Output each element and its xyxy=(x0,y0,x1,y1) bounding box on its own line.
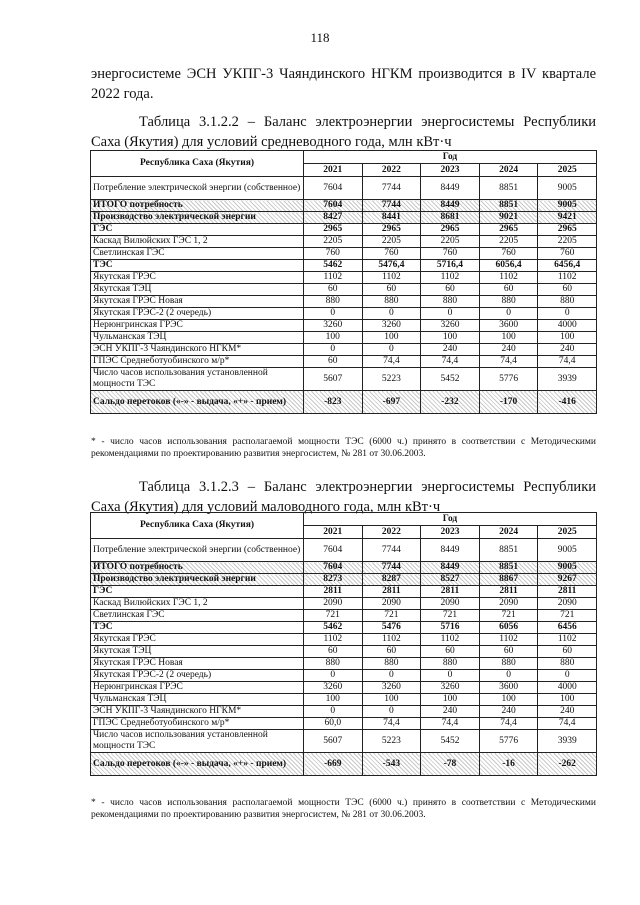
cell-value: 1102 xyxy=(421,272,480,284)
cell-value: 74,4 xyxy=(538,718,597,730)
cell-value: 60 xyxy=(304,356,363,368)
cell-value: -262 xyxy=(538,753,597,776)
table-row xyxy=(91,332,597,344)
cell-value: 2965 xyxy=(304,224,363,236)
row-label: Светлинская ГЭС xyxy=(91,248,304,260)
cell-value: 3260 xyxy=(362,320,421,332)
cell-value: 2811 xyxy=(304,586,363,598)
cell-value: 2205 xyxy=(538,236,597,248)
cell-value: 240 xyxy=(538,344,597,356)
cell-value: 0 xyxy=(479,308,538,320)
cell-value: 74,4 xyxy=(479,718,538,730)
cell-value: 5452 xyxy=(421,368,480,391)
cell-value: 60,0 xyxy=(304,718,363,730)
cell-value: 7744 xyxy=(362,539,421,562)
cell-value: -823 xyxy=(304,391,363,414)
cell-value: 7604 xyxy=(304,562,363,574)
cell-value: -543 xyxy=(362,753,421,776)
cell-value: 880 xyxy=(538,658,597,670)
table-row xyxy=(91,177,597,200)
cell-value: 60 xyxy=(538,284,597,296)
cell-value: 2811 xyxy=(362,586,421,598)
cell-value: 9005 xyxy=(538,200,597,212)
cell-value: -416 xyxy=(538,391,597,414)
cell-value: 240 xyxy=(479,344,538,356)
cell-value: 5462 xyxy=(304,622,363,634)
cell-value: 2090 xyxy=(538,598,597,610)
cell-value: 3939 xyxy=(538,368,597,391)
row-label: ИТОГО потребность xyxy=(91,200,304,212)
table1-year-col: 2022 xyxy=(362,164,421,177)
table-row xyxy=(91,344,597,356)
table-row xyxy=(91,658,597,670)
table2-header-year: Год xyxy=(304,513,597,526)
cell-value: 100 xyxy=(362,694,421,706)
table-row xyxy=(91,634,597,646)
row-label: ГПЭС Среднеботуобинского м/р* xyxy=(91,718,304,730)
table-row xyxy=(91,562,597,574)
cell-value: 100 xyxy=(421,694,480,706)
cell-value: 8441 xyxy=(362,212,421,224)
table1-balance-medium-water xyxy=(90,150,597,414)
cell-value: 100 xyxy=(304,694,363,706)
table-row xyxy=(91,200,597,212)
cell-value: 0 xyxy=(538,308,597,320)
table-row xyxy=(91,682,597,694)
table-row xyxy=(91,260,597,272)
cell-value: 60 xyxy=(362,646,421,658)
cell-value: 1102 xyxy=(304,272,363,284)
cell-value: 3600 xyxy=(479,682,538,694)
cell-value: 74,4 xyxy=(421,718,480,730)
cell-value: 7604 xyxy=(304,539,363,562)
table2-caption: Таблица 3.1.2.3 – Баланс электроэнергии энергосистемы Республики Саха (Якутия) для условий маловодного года, млн кВт·ч xyxy=(91,479,596,515)
cell-value: 880 xyxy=(479,658,538,670)
cell-value: 6056,4 xyxy=(479,260,538,272)
cell-value: 0 xyxy=(304,308,363,320)
cell-value: 0 xyxy=(362,670,421,682)
cell-value: 100 xyxy=(304,332,363,344)
row-label: Якутская ГРЭС Новая xyxy=(91,296,304,308)
row-label: Якутская ГРЭС xyxy=(91,272,304,284)
table2-year-col: 2024 xyxy=(479,526,538,539)
cell-value: 7744 xyxy=(362,177,421,200)
row-label: Каскад Вилюйских ГЭС 1, 2 xyxy=(91,598,304,610)
row-label: Чульманская ТЭЦ xyxy=(91,332,304,344)
cell-value: 1102 xyxy=(479,634,538,646)
cell-value: -669 xyxy=(304,753,363,776)
cell-value: 2205 xyxy=(479,236,538,248)
cell-value: 880 xyxy=(479,296,538,308)
cell-value: 760 xyxy=(479,248,538,260)
table-row xyxy=(91,670,597,682)
table1-header-region: Республика Саха (Якутия) xyxy=(91,151,304,177)
cell-value: 60 xyxy=(538,646,597,658)
cell-value: 721 xyxy=(304,610,363,622)
table1-year-col: 2024 xyxy=(479,164,538,177)
table-row xyxy=(91,224,597,236)
row-label: Якутская ТЭЦ xyxy=(91,284,304,296)
table2-year-col: 2023 xyxy=(421,526,480,539)
cell-value: 1102 xyxy=(362,272,421,284)
cell-value: 9267 xyxy=(538,574,597,586)
row-label: Производство электрической энергии xyxy=(91,574,304,586)
cell-value: 8851 xyxy=(479,562,538,574)
cell-value: 5607 xyxy=(304,730,363,753)
cell-value: 7744 xyxy=(362,200,421,212)
cell-value: 8867 xyxy=(479,574,538,586)
cell-value: 8449 xyxy=(421,562,480,574)
table-row xyxy=(91,248,597,260)
table2-year-col: 2022 xyxy=(362,526,421,539)
cell-value: 9005 xyxy=(538,562,597,574)
cell-value: 4000 xyxy=(538,682,597,694)
cell-value: 60 xyxy=(421,284,480,296)
cell-value: 880 xyxy=(362,658,421,670)
row-label: ИТОГО потребность xyxy=(91,562,304,574)
cell-value: -78 xyxy=(421,753,480,776)
cell-value: 2965 xyxy=(538,224,597,236)
cell-value: 1102 xyxy=(538,272,597,284)
row-label: Якутская ГРЭС-2 (2 очередь) xyxy=(91,670,304,682)
table-row xyxy=(91,272,597,284)
cell-value: 5716 xyxy=(421,622,480,634)
row-label: Якутская ТЭЦ xyxy=(91,646,304,658)
cell-value: 100 xyxy=(479,332,538,344)
table1-year-col: 2025 xyxy=(538,164,597,177)
cell-value: -232 xyxy=(421,391,480,414)
cell-value: 1102 xyxy=(304,634,363,646)
table-row xyxy=(91,368,597,391)
table2-year-col: 2025 xyxy=(538,526,597,539)
cell-value: 8273 xyxy=(304,574,363,586)
cell-value: 3260 xyxy=(362,682,421,694)
cell-value: 8527 xyxy=(421,574,480,586)
cell-value: 2205 xyxy=(362,236,421,248)
cell-value: 880 xyxy=(304,658,363,670)
cell-value: 9021 xyxy=(479,212,538,224)
row-label: Чульманская ТЭЦ xyxy=(91,694,304,706)
cell-value: 2811 xyxy=(421,586,480,598)
page-number: 118 xyxy=(310,30,330,45)
cell-value: 240 xyxy=(538,706,597,718)
table1-body xyxy=(91,177,597,414)
cell-value: 3939 xyxy=(538,730,597,753)
cell-value: 760 xyxy=(362,248,421,260)
table1-footnote: * - число часов использования располагаемой мощности ТЭС (6000 ч.) принято в соответствии с Методическими рекомендациями по проектированию развития энергосистем, № 281 от 30.06.2003. xyxy=(91,437,596,459)
table1-caption: Таблица 3.1.2.2 – Баланс электроэнергии энергосистемы Республики Саха (Якутия) для условий средневодного года, млн кВт·ч xyxy=(91,114,596,150)
row-label: Потребление электрической энергии (собственное) xyxy=(91,539,304,562)
row-label: ЭСН УКПГ-3 Чаяндинского НГКМ* xyxy=(91,706,304,718)
cell-value: 74,4 xyxy=(362,356,421,368)
cell-value: 5776 xyxy=(479,368,538,391)
cell-value: 0 xyxy=(304,706,363,718)
cell-value: 5776 xyxy=(479,730,538,753)
row-label: ГЭС xyxy=(91,224,304,236)
cell-value: 3260 xyxy=(421,682,480,694)
table-row xyxy=(91,284,597,296)
cell-value: 60 xyxy=(304,284,363,296)
row-label: ТЭС xyxy=(91,622,304,634)
cell-value: 5716,4 xyxy=(421,260,480,272)
cell-value: 5223 xyxy=(362,730,421,753)
cell-value: 5476,4 xyxy=(362,260,421,272)
table-row xyxy=(91,356,597,368)
cell-value: -16 xyxy=(479,753,538,776)
cell-value: 0 xyxy=(538,670,597,682)
cell-value: -697 xyxy=(362,391,421,414)
cell-value: 0 xyxy=(362,706,421,718)
cell-value: 721 xyxy=(421,610,480,622)
table2-header-region: Республика Саха (Якутия) xyxy=(91,513,304,539)
cell-value: 1102 xyxy=(362,634,421,646)
cell-value: 8427 xyxy=(304,212,363,224)
cell-value: 0 xyxy=(421,670,480,682)
row-label: ГЭС xyxy=(91,586,304,598)
cell-value: 8287 xyxy=(362,574,421,586)
cell-value: 5452 xyxy=(421,730,480,753)
cell-value: 2090 xyxy=(304,598,363,610)
cell-value: 8681 xyxy=(421,212,480,224)
cell-value: 60 xyxy=(362,284,421,296)
intro-paragraph: энергосистеме ЭСН УКПГ-3 Чаяндинского НГКМ производится в IV квартале 2022 года. xyxy=(91,66,596,102)
cell-value: 5223 xyxy=(362,368,421,391)
table-row xyxy=(91,539,597,562)
cell-value: 2965 xyxy=(362,224,421,236)
cell-value: 6456,4 xyxy=(538,260,597,272)
row-label: Нерюнгринская ГРЭС xyxy=(91,682,304,694)
cell-value: 0 xyxy=(362,308,421,320)
cell-value: 8449 xyxy=(421,539,480,562)
cell-value: 721 xyxy=(362,610,421,622)
table1-header-year: Год xyxy=(304,151,597,164)
cell-value: 240 xyxy=(421,344,480,356)
table-row xyxy=(91,706,597,718)
cell-value: 6456 xyxy=(538,622,597,634)
cell-value: 880 xyxy=(362,296,421,308)
cell-value: 8851 xyxy=(479,200,538,212)
cell-value: 2965 xyxy=(421,224,480,236)
cell-value: 7604 xyxy=(304,177,363,200)
cell-value: 2205 xyxy=(304,236,363,248)
cell-value: 9421 xyxy=(538,212,597,224)
cell-value: 2205 xyxy=(421,236,480,248)
cell-value: 240 xyxy=(479,706,538,718)
cell-value: 2811 xyxy=(538,586,597,598)
cell-value: 1102 xyxy=(479,272,538,284)
cell-value: 6056 xyxy=(479,622,538,634)
cell-value: 8449 xyxy=(421,177,480,200)
cell-value: 880 xyxy=(538,296,597,308)
cell-value: 0 xyxy=(362,344,421,356)
row-label: Светлинская ГЭС xyxy=(91,610,304,622)
cell-value: 74,4 xyxy=(362,718,421,730)
table-row xyxy=(91,308,597,320)
table-row xyxy=(91,391,597,414)
row-label: Сальдо перетоков («-» - выдача, «+» - прием) xyxy=(91,753,304,776)
row-label: Производство электрической энергии xyxy=(91,212,304,224)
row-label: Якутская ГРЭС Новая xyxy=(91,658,304,670)
cell-value: 100 xyxy=(479,694,538,706)
row-label: Якутская ГРЭС-2 (2 очередь) xyxy=(91,308,304,320)
row-label: Потребление электрической энергии (собственное) xyxy=(91,177,304,200)
cell-value: 7744 xyxy=(362,562,421,574)
cell-value: 721 xyxy=(479,610,538,622)
cell-value: 60 xyxy=(304,646,363,658)
cell-value: 8851 xyxy=(479,539,538,562)
cell-value: 9005 xyxy=(538,539,597,562)
cell-value: 7604 xyxy=(304,200,363,212)
cell-value: 880 xyxy=(421,296,480,308)
cell-value: 760 xyxy=(538,248,597,260)
cell-value: 8851 xyxy=(479,177,538,200)
cell-value: 2090 xyxy=(421,598,480,610)
table1-year-col: 2021 xyxy=(304,164,363,177)
cell-value: -170 xyxy=(479,391,538,414)
cell-value: 9005 xyxy=(538,177,597,200)
table-row xyxy=(91,574,597,586)
cell-value: 1102 xyxy=(421,634,480,646)
cell-value: 0 xyxy=(304,670,363,682)
cell-value: 2965 xyxy=(479,224,538,236)
cell-value: 3260 xyxy=(304,320,363,332)
cell-value: 5476 xyxy=(362,622,421,634)
table-row xyxy=(91,320,597,332)
table-row xyxy=(91,753,597,776)
row-label: ГПЭС Среднеботуобинского м/р* xyxy=(91,356,304,368)
cell-value: 60 xyxy=(479,646,538,658)
row-label: Каскад Вилюйских ГЭС 1, 2 xyxy=(91,236,304,248)
cell-value: 100 xyxy=(538,694,597,706)
cell-value: 60 xyxy=(421,646,480,658)
table-row xyxy=(91,598,597,610)
table2-footnote: * - число часов использования располагаемой мощности ТЭС (6000 ч.) принято в соответствии с Методическими рекомендациями по проектированию развития энергосистем, № 281 от 30.06.2003. xyxy=(91,798,596,820)
table2-body xyxy=(91,539,597,776)
row-label: Нерюнгринская ГРЭС xyxy=(91,320,304,332)
table-row xyxy=(91,718,597,730)
cell-value: 0 xyxy=(479,670,538,682)
cell-value: 8449 xyxy=(421,200,480,212)
cell-value: 721 xyxy=(538,610,597,622)
cell-value: 100 xyxy=(362,332,421,344)
cell-value: 760 xyxy=(304,248,363,260)
cell-value: 3260 xyxy=(421,320,480,332)
row-label: ЭСН УКПГ-3 Чаяндинского НГКМ* xyxy=(91,344,304,356)
table2-balance-low-water xyxy=(90,512,597,776)
table1-year-col: 2023 xyxy=(421,164,480,177)
cell-value: 5607 xyxy=(304,368,363,391)
row-label: Якутская ГРЭС xyxy=(91,634,304,646)
cell-value: 60 xyxy=(479,284,538,296)
row-label: Сальдо перетоков («-» - выдача, «+» - прием) xyxy=(91,391,304,414)
cell-value: 74,4 xyxy=(421,356,480,368)
table-row xyxy=(91,236,597,248)
row-label: Число часов использования установленной мощности ТЭС xyxy=(91,368,304,391)
table-row xyxy=(91,622,597,634)
cell-value: 4000 xyxy=(538,320,597,332)
cell-value: 100 xyxy=(538,332,597,344)
cell-value: 760 xyxy=(421,248,480,260)
row-label: ТЭС xyxy=(91,260,304,272)
cell-value: 880 xyxy=(304,296,363,308)
cell-value: 0 xyxy=(421,308,480,320)
cell-value: 1102 xyxy=(538,634,597,646)
table-row xyxy=(91,610,597,622)
cell-value: 100 xyxy=(421,332,480,344)
table-row xyxy=(91,730,597,753)
cell-value: 0 xyxy=(304,344,363,356)
row-label: Число часов использования установленной мощности ТЭС xyxy=(91,730,304,753)
cell-value: 74,4 xyxy=(538,356,597,368)
table-row xyxy=(91,694,597,706)
cell-value: 2090 xyxy=(362,598,421,610)
cell-value: 880 xyxy=(421,658,480,670)
cell-value: 2090 xyxy=(479,598,538,610)
table2-year-col: 2021 xyxy=(304,526,363,539)
cell-value: 5462 xyxy=(304,260,363,272)
cell-value: 74,4 xyxy=(479,356,538,368)
cell-value: 3600 xyxy=(479,320,538,332)
table-row xyxy=(91,646,597,658)
table-row xyxy=(91,212,597,224)
table-row xyxy=(91,586,597,598)
table-row xyxy=(91,296,597,308)
cell-value: 3260 xyxy=(304,682,363,694)
cell-value: 2811 xyxy=(479,586,538,598)
cell-value: 240 xyxy=(421,706,480,718)
